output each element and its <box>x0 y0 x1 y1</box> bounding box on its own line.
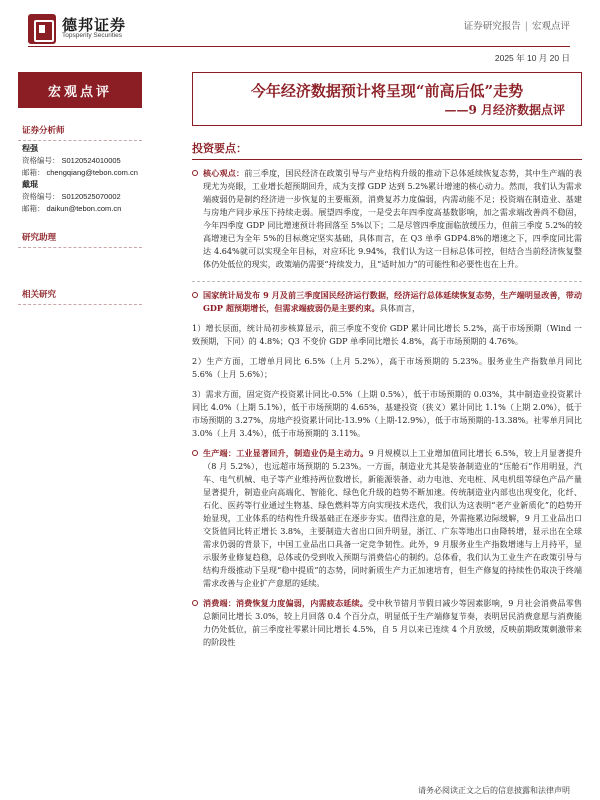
report-category: 宏观点评 <box>531 21 570 32</box>
production-paragraph <box>192 447 582 590</box>
bullet-icon <box>192 170 198 176</box>
bullet-icon <box>192 450 198 456</box>
core-view-paragraph <box>192 167 582 271</box>
report-header <box>0 0 600 63</box>
key-points-heading: 投资要点： <box>192 140 582 160</box>
lead-paragraph <box>192 289 582 315</box>
assistant-section-title: 研究助理 <box>18 227 142 248</box>
cert-label: 资格编号： <box>22 192 60 201</box>
logo-name-cn: 德邦证券 <box>62 15 127 34</box>
core-view-label: 核心观点： <box>203 168 245 178</box>
disclaimer-footer: 请务必阅读正文之后的信息披露和法律声明 <box>418 786 570 795</box>
lead-highlight: 国家统计局发布 9 月及前三季度国民经济运行数据，经济运行总体延续恢复态势，生产端明显改善，带动 GDP 超预期增长，但需求端疲弱仍是主要约束。 <box>203 290 582 313</box>
analyst-name: 程强 <box>22 144 38 153</box>
company-logo <box>28 14 126 44</box>
cert-number: S0120525070002 <box>61 192 121 201</box>
consumption-paragraph <box>192 597 582 649</box>
production-label: 生产端：工业显著回升，制造业仍是主动力。 <box>203 448 369 458</box>
demand-paragraph: 3）需求方面，固定资产投资累计同比-0.5%（上期 0.5%），低于市场预期的 0.03%，其中制造业投资累计同比 4.0%（上期 5.1%），低于市场预期的 4.65%，基建投资（狭义）累计同比 1.1%（上期 2.0%），低于市场预期的 3.27%，房地产投资累计同比-13.9%（上期-12.9%），低于市场预期的-13.38%。社零单月同比 3.0%（上月 3.4%），低于市场预期的 3.11%。 <box>192 389 582 438</box>
sidebar-banner: 宏观点评 <box>18 72 142 108</box>
consumption-label: 消费端：消费恢复力度偏弱，内需疲态延续。 <box>203 598 369 608</box>
cert-label: 资格编号： <box>22 156 60 165</box>
analyst-card <box>18 141 142 215</box>
report-date: 2025 年 10 月 20 日 <box>494 53 570 63</box>
email-label: 邮箱： <box>22 168 45 177</box>
page-title: 今年经济数据预计将呈现“前高后低”走势 <box>250 82 524 100</box>
analyst-email[interactable]: daikun@tebon.com.cn <box>46 204 122 213</box>
production-text: 9 月规模以上工业增加值同比增长 6.5%，较上月显著提升（8 月 5.2%），也远超市场预期的 5.23%。一方面，制造业尤其是装备制造业的“压舱石”作用明显，汽车、电气机械、电子等产业维持两位数增长，新能源装备、动力电池、充电桩、风电机组等绿色产品产量显著提升，制造业向高端化、智能化、绿色化升级的趋势不断加速。传统制造业内部也出现变化，化纤、石化、医药等行业通过生物基、绿色燃料等方向实现技术迭代，我们认为这表明“老产业新质化”的趋势开始显现，工业体系的结构性升级基础正在逐步夯实。值得注意的是，外需拖累边际缓解，9 月工业品出口交货值同比转正增长 3.8%，主要制造大省出口回升明显，浙江、广东等地出口由降转增，显示出在全球需求仍弱的背景下，中国工业品出口具备一定竞争韧性。此外，9 月服务业生产指数增速与上月持平，显示服务业修复趋稳，总体或仍受到收入预期与消费信心的制约。总体看，我们认为工业生产在政策引导与结构升级推动下呈现“稳中提质”的态势，同时新质生产力正加速培育，但生产修复的持续性仍取决于终端需求改善与企业扩产意愿的延续。 <box>203 448 582 588</box>
header-divider <box>28 46 570 47</box>
cert-number: S0120524010005 <box>61 156 121 165</box>
main-content <box>192 72 582 649</box>
growth-paragraph: 1）增长层面，统计局初步核算显示，前三季度不变价 GDP 累计同比增长 5.2%，高于市场预期（Wind 一致预期，下同）的 4.8%；Q3 不变价 GDP 单季同比增长 4.8%，高于市场预期的 4.76%。 <box>192 323 582 346</box>
logo-mark-icon <box>28 14 56 44</box>
title-box <box>192 72 582 126</box>
report-tag <box>464 18 570 32</box>
bullet-icon <box>192 292 198 298</box>
bullet-icon <box>192 600 198 606</box>
core-view-text: 前三季度，国民经济在政策引导与产业结构升级的推动下总体延续恢复态势，其中生产端的表现尤为亮眼，工业增长超预期回升，成为支撑 GDP 达到 5.2%累计增速的核心动力。然而，我们认为需求端疲弱仍是制约经济进一步恢复的主要瓶颈，消费复苏力度偏弱，内需动能不足；投资端在制造业、基建与房地产同步承压下持续走弱。展望四季度，一是受去年四季度高基数影响，加之需求端改善尚不稳固，今年四季度 GDP 同比增速预计将回落至 5%以下；二是尽管四季度面临放缓压力，但前三季度 5.2%的较高增速已为全年 5%的目标奠定坚实基础，具体而言，在 Q3 单季 GDP4.8%的增速之下，四季度同比需达 4.64%就可以实现全年目标，对应环比 9.94%，我们认为这一目标总体可控，但结合当前经济恢复整体仍处低位的现实，政策端仍需要“持续发力，且“适时加力”的可能性和必要性也在上升。 <box>203 168 582 269</box>
analyst-email[interactable]: chengqiang@tebon.com.cn <box>46 168 138 177</box>
production-summary-paragraph: 2）生产方面，工增单月同比 6.5%（上月 5.2%），高于市场预期的 5.23%。服务业生产指数单月同比 5.6%（上月 5.6%）； <box>192 356 582 379</box>
logo-name-en: Topsperity Securities <box>62 32 122 40</box>
related-section-title: 相关研究 <box>18 284 142 305</box>
separator: | <box>524 21 528 32</box>
analyst-section-title: 证券分析师 <box>18 120 142 141</box>
page-subtitle: ——9 月经济数据点评 <box>444 103 565 117</box>
divider <box>192 281 582 282</box>
sidebar <box>18 72 142 305</box>
report-type: 证券研究报告 <box>463 21 521 32</box>
consumption-text: 受中秋节错月节假日减少等因素影响，9 月社会消费品零售总额同比增长 3.0%，较上月回落 0.4 个百分点，明显低于生产端修复节奏，表明居民消费意愿与消费能力仍处低位，前三季度社零累计同比增长 4.5%，自 5 月以来已连续 4 个月放缓，反映前期政策刺激带来的阶段性 <box>203 598 582 647</box>
analyst-name: 戴琨 <box>22 180 38 189</box>
lead-tail: 具体而言， <box>379 303 421 313</box>
email-label: 邮箱： <box>22 204 45 213</box>
